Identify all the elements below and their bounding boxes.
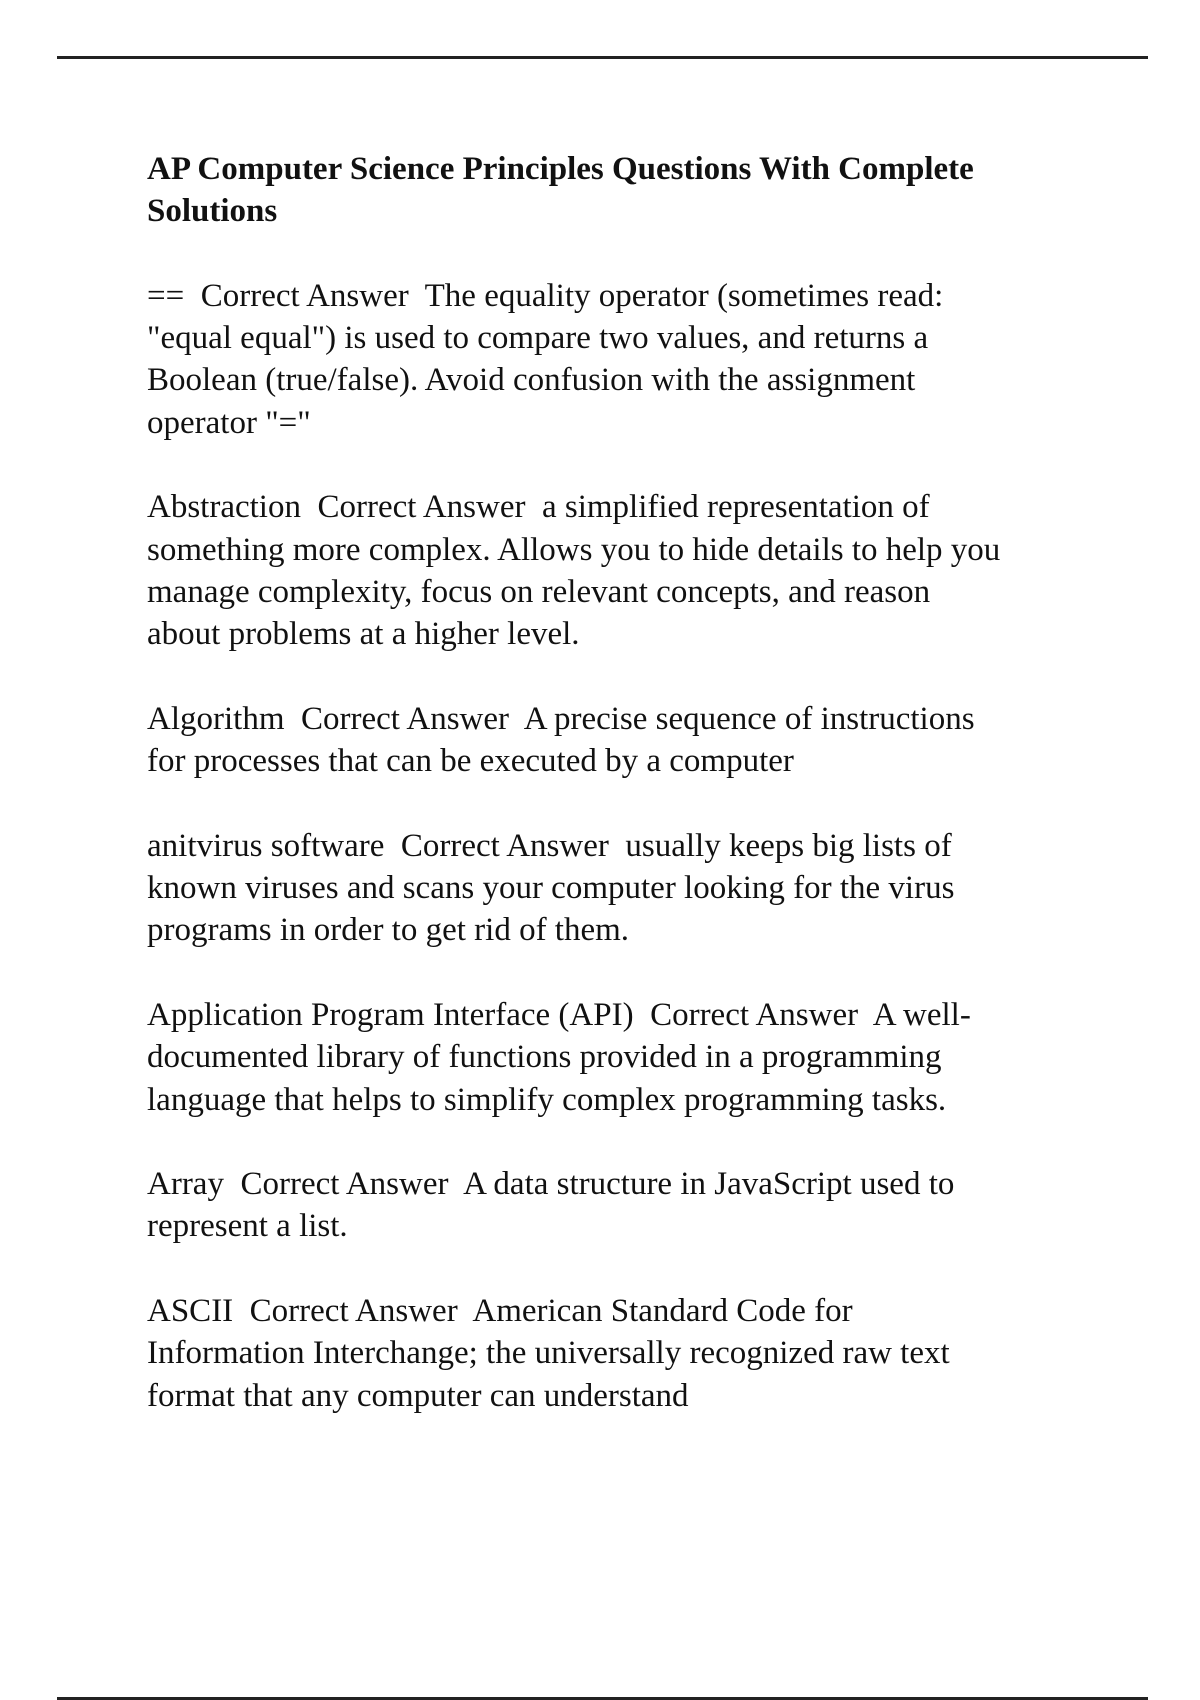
qa-entries: [147, 275, 1000, 1417]
qa-entry: [147, 1163, 1000, 1248]
qa-entry-line: documented library of functions provided in a programming: [147, 1039, 942, 1076]
qa-entry: [147, 275, 1000, 444]
qa-entry-line: Algorithm Correct Answer A precise sequence of instructions: [147, 700, 975, 737]
title-line: Solutions: [147, 193, 278, 230]
qa-entry-line: "equal equal") is used to compare two values, and returns a: [147, 320, 929, 357]
qa-entry-line: Array Correct Answer A data structure in JavaScript used to: [147, 1166, 955, 1203]
qa-entry-line: == Correct Answer The equality operator (sometimes read:: [147, 277, 944, 314]
qa-entry-line: represent a list.: [147, 1208, 348, 1245]
qa-entry-line: for processes that can be executed by a computer: [147, 743, 794, 780]
qa-entry-line: Abstraction Correct Answer a simplified representation of: [147, 489, 930, 526]
qa-entry-line: anitvirus software Correct Answer usually keeps big lists of: [147, 827, 952, 864]
qa-entry-line: format that any computer can understand: [147, 1377, 689, 1414]
qa-entry: [147, 486, 1000, 655]
qa-entry-line: manage complexity, focus on relevant concepts, and reason: [147, 573, 931, 610]
qa-entry: [147, 825, 1000, 952]
header-rule: [57, 56, 1148, 59]
qa-entry-line: known viruses and scans your computer looking for the virus: [147, 870, 955, 907]
qa-entry-line: something more complex. Allows you to hide details to help you: [147, 531, 1001, 568]
qa-entry: [147, 1290, 1000, 1417]
document-title: [147, 148, 1000, 233]
qa-entry-line: Application Program Interface (API) Correct Answer A well-: [147, 996, 971, 1033]
qa-entry-line: operator "=": [147, 404, 311, 441]
title-line: AP Computer Science Principles Questions With Complete: [147, 151, 974, 187]
qa-entry-line: about problems at a higher level.: [147, 616, 580, 653]
document-body: [147, 148, 1000, 1417]
qa-entry-line: ASCII Correct Answer American Standard Code for: [147, 1293, 853, 1330]
qa-entry-line: Information Interchange; the universally recognized raw text: [147, 1335, 950, 1372]
qa-entry: [147, 994, 1000, 1121]
qa-entry-line: Boolean (true/false). Avoid confusion with the assignment: [147, 362, 916, 399]
qa-entry-line: language that helps to simplify complex programming tasks.: [147, 1081, 947, 1118]
qa-entry-line: programs in order to get rid of them.: [147, 912, 630, 949]
qa-entry: [147, 698, 1000, 783]
